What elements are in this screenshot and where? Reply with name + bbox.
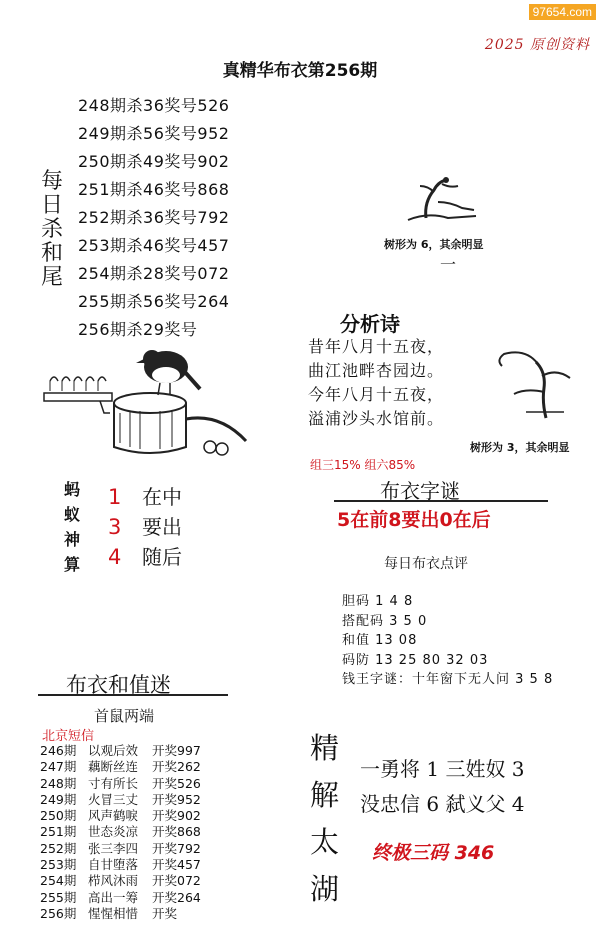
ant-label [64, 477, 84, 577]
tree-caption-1: 树形为 6，其余明显 [384, 238, 484, 251]
kill-row: 255期杀56奖号264 [78, 292, 230, 311]
record-row: 255期 高出一筹 开奖264 [40, 889, 201, 905]
poem-line: 今年八月十五夜， [308, 385, 445, 404]
side-char: 杀 [40, 217, 63, 242]
record-row: 247期 藕断丝连 开奖262 [40, 759, 201, 775]
side-char: 每 [40, 169, 63, 194]
review-list [342, 592, 553, 690]
record-row: 248期 寸有所长 开奖526 [40, 775, 201, 791]
jingjie-line: 一勇将 1 三姓奴 3 [360, 757, 525, 781]
poem-line: 昔年八月十五夜， [308, 337, 445, 356]
review-line: 钱王字谜：十年窗下无人问 3 5 8 [342, 672, 554, 687]
divider [334, 500, 548, 502]
side-char: 尾 [40, 265, 63, 290]
poem-title: 分析诗 [340, 312, 400, 336]
ant-number: 3 [108, 515, 122, 539]
ant-label-char: 蚂 [64, 480, 81, 499]
kill-row: 256期杀29奖号 [78, 320, 198, 339]
poem-line: 溢浦沙头水馆前。 [308, 409, 445, 428]
ant-label-char: 算 [64, 555, 81, 574]
jingjie-char: 湖 [310, 872, 340, 906]
kill-row: 249期杀56奖号952 [78, 124, 230, 143]
group-odds: 组三15% 组六85% [310, 458, 416, 472]
ant-number: 1 [108, 485, 122, 509]
sum-riddle-subtitle: 首鼠两端 [94, 707, 155, 725]
record-row: 251期 世态炎凉 开奖868 [40, 824, 201, 840]
record-row: 252期 张三李四 开奖792 [40, 840, 201, 856]
side-char: 日 [40, 193, 63, 218]
tree-caption-2: 树形为 3，其余明显 [470, 441, 570, 454]
page-title: 真精华布衣第256期 [222, 61, 378, 81]
divider [38, 694, 228, 696]
ant-text: 在中 [142, 485, 182, 509]
kill-row: 250期杀49奖号902 [78, 152, 230, 171]
record-row: 253期 自甘堕落 开奖457 [40, 857, 201, 873]
review-line: 搭配码 3 5 0 [342, 613, 428, 629]
jingjie-char: 太 [310, 825, 340, 859]
sum-riddle-title: 布衣和值迷 [66, 673, 171, 697]
records-list [40, 743, 201, 922]
poem-line: 曲江池畔杏园边。 [308, 361, 445, 380]
record-row: 246期 以观后效 开奖997 [40, 743, 201, 758]
final-three-codes: 终极三码 346 [372, 842, 495, 864]
brand-label: 2025 原创资料 [484, 37, 590, 53]
review-line: 码防 13 25 80 32 03 [342, 652, 489, 668]
daily-kill-tail-label [38, 170, 66, 290]
kill-row: 248期杀36奖号526 [78, 96, 230, 115]
kill-row: 254期杀28奖号072 [78, 264, 230, 283]
kill-row: 253期杀46奖号457 [78, 236, 230, 255]
kill-list [78, 92, 229, 344]
riddle-title: 布衣字谜 [380, 479, 460, 503]
ant-text: 随后 [142, 545, 182, 569]
riddle-answer: 5在前8要出0在后 [337, 509, 491, 531]
kill-row: 251期杀46奖号868 [78, 180, 230, 199]
side-char: 和 [40, 241, 63, 266]
review-line: 和值 13 08 [342, 633, 418, 648]
tree-mark: 一 [440, 255, 457, 274]
kill-row: 252期杀36奖号792 [78, 208, 230, 227]
ant-label-char: 蚁 [64, 505, 81, 524]
record-row: 254期 栉风沐雨 开奖072 [40, 873, 201, 889]
jingjie-label [310, 725, 344, 913]
record-row: 249期 火冒三丈 开奖952 [40, 791, 201, 807]
jingjie-char: 解 [310, 778, 340, 812]
ant-texts [142, 482, 182, 572]
tree-illustration-2 [486, 332, 576, 422]
ant-text: 要出 [142, 515, 182, 539]
source-label: 北京短信 [42, 729, 95, 744]
poem [308, 335, 444, 431]
jingjie-char: 精 [310, 731, 340, 765]
bird-on-stump-illustration [40, 343, 280, 463]
ant-label-char: 神 [64, 530, 81, 549]
tree-illustration [398, 172, 488, 232]
review-line: 胆码 1 4 8 [342, 594, 414, 609]
record-row: 256期 惺惺相惜 开奖 [40, 905, 178, 921]
ant-number: 4 [108, 545, 122, 569]
review-title: 每日布衣点评 [384, 556, 468, 572]
site-watermark: 97654.com [529, 4, 596, 20]
jingjie-line: 没忠信 6 弑义父 4 [360, 792, 525, 816]
record-row: 250期 风声鹤唳 开奖902 [40, 808, 201, 824]
ant-numbers [108, 482, 121, 572]
